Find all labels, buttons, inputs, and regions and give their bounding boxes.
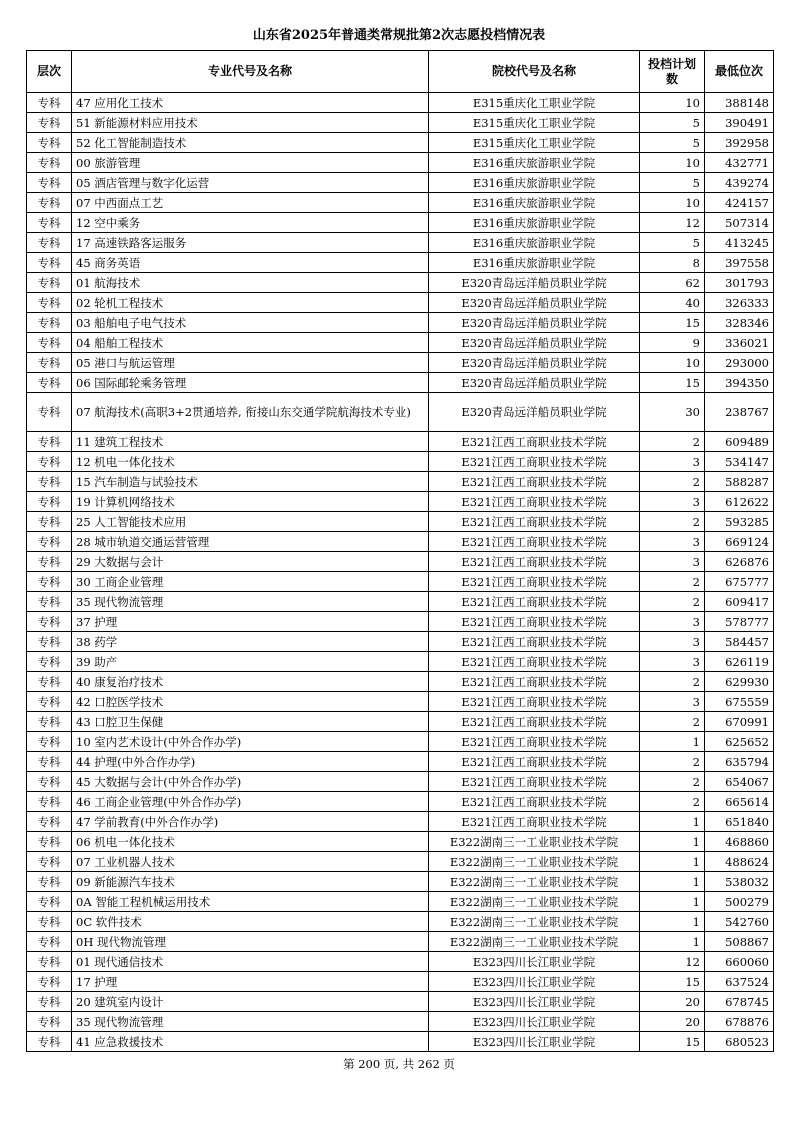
cell-major: 04 船舶工程技术 bbox=[72, 333, 429, 353]
cell-level: 专科 bbox=[27, 892, 72, 912]
cell-school: E316重庆旅游职业学院 bbox=[429, 193, 640, 213]
cell-level: 专科 bbox=[27, 792, 72, 812]
cell-level: 专科 bbox=[27, 373, 72, 393]
table-row bbox=[27, 133, 774, 153]
cell-school: E316重庆旅游职业学院 bbox=[429, 253, 640, 273]
table-row bbox=[27, 832, 774, 852]
cell-major: 10 室内艺术设计(中外合作办学) bbox=[72, 732, 429, 752]
cell-major: 41 应急救援技术 bbox=[72, 1032, 429, 1052]
cell-major: 25 人工智能技术应用 bbox=[72, 512, 429, 532]
cell-rank: 388148 bbox=[705, 93, 774, 113]
cell-level: 专科 bbox=[27, 692, 72, 712]
header-level: 层次 bbox=[27, 51, 72, 93]
cell-plan: 3 bbox=[640, 492, 705, 512]
cell-school: E322湖南三一工业职业技术学院 bbox=[429, 892, 640, 912]
table-row bbox=[27, 572, 774, 592]
cell-school: E321江西工商职业技术学院 bbox=[429, 792, 640, 812]
cell-plan: 12 bbox=[640, 213, 705, 233]
cell-major: 29 大数据与会计 bbox=[72, 552, 429, 572]
cell-major: 15 汽车制造与试验技术 bbox=[72, 472, 429, 492]
cell-rank: 669124 bbox=[705, 532, 774, 552]
cell-school: E323四川长江职业学院 bbox=[429, 1012, 640, 1032]
cell-rank: 675777 bbox=[705, 572, 774, 592]
header-school: 院校代号及名称 bbox=[429, 51, 640, 93]
cell-school: E321江西工商职业技术学院 bbox=[429, 712, 640, 732]
cell-plan: 2 bbox=[640, 772, 705, 792]
table-row bbox=[27, 1032, 774, 1052]
page-title: 山东省2025年普通类常规批第2次志愿投档情况表 bbox=[252, 28, 546, 43]
cell-major: 05 酒店管理与数字化运营 bbox=[72, 173, 429, 193]
cell-school: E316重庆旅游职业学院 bbox=[429, 153, 640, 173]
cell-plan: 3 bbox=[640, 552, 705, 572]
cell-level: 专科 bbox=[27, 732, 72, 752]
cell-major: 35 现代物流管理 bbox=[72, 1012, 429, 1032]
cell-rank: 678876 bbox=[705, 1012, 774, 1032]
cell-rank: 609417 bbox=[705, 592, 774, 612]
table-row bbox=[27, 712, 774, 732]
cell-school: E321江西工商职业技术学院 bbox=[429, 812, 640, 832]
table-row bbox=[27, 293, 774, 313]
header-major: 专业代号及名称 bbox=[72, 51, 429, 93]
cell-plan: 3 bbox=[640, 632, 705, 652]
cell-school: E320青岛远洋船员职业学院 bbox=[429, 333, 640, 353]
cell-plan: 10 bbox=[640, 153, 705, 173]
cell-plan: 2 bbox=[640, 512, 705, 532]
cell-major: 01 现代通信技术 bbox=[72, 952, 429, 972]
cell-school: E322湖南三一工业职业技术学院 bbox=[429, 872, 640, 892]
cell-rank: 609489 bbox=[705, 432, 774, 452]
cell-plan: 2 bbox=[640, 432, 705, 452]
cell-major: 47 应用化工技术 bbox=[72, 93, 429, 113]
cell-plan: 15 bbox=[640, 1032, 705, 1052]
cell-level: 专科 bbox=[27, 173, 72, 193]
table-row bbox=[27, 992, 774, 1012]
cell-rank: 660060 bbox=[705, 952, 774, 972]
cell-level: 专科 bbox=[27, 952, 72, 972]
table-row bbox=[27, 1012, 774, 1032]
cell-level: 专科 bbox=[27, 572, 72, 592]
table-row bbox=[27, 93, 774, 113]
table-row bbox=[27, 752, 774, 772]
cell-major: 06 机电一体化技术 bbox=[72, 832, 429, 852]
table-row bbox=[27, 952, 774, 972]
header-plan: 投档计划数 bbox=[640, 51, 705, 93]
cell-rank: 678745 bbox=[705, 992, 774, 1012]
table-row bbox=[27, 612, 774, 632]
cell-level: 专科 bbox=[27, 832, 72, 852]
cell-school: E323四川长江职业学院 bbox=[429, 1032, 640, 1052]
table-row bbox=[27, 932, 774, 952]
cell-plan: 2 bbox=[640, 752, 705, 772]
cell-plan: 2 bbox=[640, 472, 705, 492]
cell-major: 05 港口与航运管理 bbox=[72, 353, 429, 373]
cell-school: E321江西工商职业技术学院 bbox=[429, 452, 640, 472]
cell-level: 专科 bbox=[27, 712, 72, 732]
cell-plan: 1 bbox=[640, 932, 705, 952]
cell-major: 37 护理 bbox=[72, 612, 429, 632]
cell-school: E322湖南三一工业职业技术学院 bbox=[429, 852, 640, 872]
cell-school: E320青岛远洋船员职业学院 bbox=[429, 353, 640, 373]
cell-plan: 10 bbox=[640, 353, 705, 373]
cell-level: 专科 bbox=[27, 672, 72, 692]
cell-school: E316重庆旅游职业学院 bbox=[429, 173, 640, 193]
table-row bbox=[27, 512, 774, 532]
cell-plan: 10 bbox=[640, 193, 705, 213]
cell-plan: 20 bbox=[640, 992, 705, 1012]
table-row bbox=[27, 812, 774, 832]
cell-rank: 625652 bbox=[705, 732, 774, 752]
cell-plan: 1 bbox=[640, 732, 705, 752]
table-row bbox=[27, 492, 774, 512]
cell-major: 17 护理 bbox=[72, 972, 429, 992]
cell-plan: 2 bbox=[640, 672, 705, 692]
cell-rank: 301793 bbox=[705, 273, 774, 293]
cell-level: 专科 bbox=[27, 932, 72, 952]
table-row bbox=[27, 692, 774, 712]
cell-level: 专科 bbox=[27, 992, 72, 1012]
table-row bbox=[27, 153, 774, 173]
table-row bbox=[27, 672, 774, 692]
table-row bbox=[27, 632, 774, 652]
cell-major: 0C 软件技术 bbox=[72, 912, 429, 932]
cell-rank: 508867 bbox=[705, 932, 774, 952]
cell-school: E316重庆旅游职业学院 bbox=[429, 213, 640, 233]
cell-major: 09 新能源汽车技术 bbox=[72, 872, 429, 892]
table-row bbox=[27, 852, 774, 872]
cell-rank: 670991 bbox=[705, 712, 774, 732]
cell-plan: 62 bbox=[640, 273, 705, 293]
cell-school: E323四川长江职业学院 bbox=[429, 972, 640, 992]
cell-school: E321江西工商职业技术学院 bbox=[429, 692, 640, 712]
cell-rank: 626876 bbox=[705, 552, 774, 572]
cell-school: E321江西工商职业技术学院 bbox=[429, 512, 640, 532]
cell-school: E323四川长江职业学院 bbox=[429, 952, 640, 972]
cell-plan: 12 bbox=[640, 952, 705, 972]
cell-school: E321江西工商职业技术学院 bbox=[429, 672, 640, 692]
cell-school: E320青岛远洋船员职业学院 bbox=[429, 393, 640, 432]
cell-plan: 30 bbox=[640, 393, 705, 432]
cell-school: E321江西工商职业技术学院 bbox=[429, 592, 640, 612]
cell-level: 专科 bbox=[27, 972, 72, 992]
table-row bbox=[27, 432, 774, 452]
cell-level: 专科 bbox=[27, 532, 72, 552]
cell-plan: 1 bbox=[640, 892, 705, 912]
cell-level: 专科 bbox=[27, 552, 72, 572]
cell-level: 专科 bbox=[27, 852, 72, 872]
cell-plan: 15 bbox=[640, 373, 705, 393]
cell-school: E316重庆旅游职业学院 bbox=[429, 233, 640, 253]
cell-level: 专科 bbox=[27, 652, 72, 672]
cell-plan: 15 bbox=[640, 313, 705, 333]
table-row bbox=[27, 872, 774, 892]
cell-rank: 629930 bbox=[705, 672, 774, 692]
cell-level: 专科 bbox=[27, 193, 72, 213]
cell-rank: 654067 bbox=[705, 772, 774, 792]
cell-major: 46 工商企业管理(中外合作办学) bbox=[72, 792, 429, 812]
cell-major: 11 建筑工程技术 bbox=[72, 432, 429, 452]
cell-major: 00 旅游管理 bbox=[72, 153, 429, 173]
cell-major: 38 药学 bbox=[72, 632, 429, 652]
cell-school: E321江西工商职业技术学院 bbox=[429, 472, 640, 492]
cell-school: E322湖南三一工业职业技术学院 bbox=[429, 832, 640, 852]
cell-level: 专科 bbox=[27, 113, 72, 133]
cell-rank: 392958 bbox=[705, 133, 774, 153]
cell-rank: 488624 bbox=[705, 852, 774, 872]
table-row bbox=[27, 173, 774, 193]
table-row bbox=[27, 892, 774, 912]
cell-major: 35 现代物流管理 bbox=[72, 592, 429, 612]
cell-rank: 500279 bbox=[705, 892, 774, 912]
cell-rank: 635794 bbox=[705, 752, 774, 772]
admission-table bbox=[26, 50, 774, 1052]
cell-major: 01 航海技术 bbox=[72, 273, 429, 293]
cell-level: 专科 bbox=[27, 772, 72, 792]
cell-school: E321江西工商职业技术学院 bbox=[429, 532, 640, 552]
cell-plan: 5 bbox=[640, 233, 705, 253]
cell-level: 专科 bbox=[27, 592, 72, 612]
cell-school: E315重庆化工职业学院 bbox=[429, 133, 640, 153]
table-row bbox=[27, 273, 774, 293]
cell-school: E321江西工商职业技术学院 bbox=[429, 652, 640, 672]
cell-major: 52 化工智能制造技术 bbox=[72, 133, 429, 153]
cell-school: E321江西工商职业技术学院 bbox=[429, 732, 640, 752]
page-footer: 第 200 页, 共 262 页 bbox=[343, 1057, 455, 1071]
cell-major: 02 轮机工程技术 bbox=[72, 293, 429, 313]
cell-major: 19 计算机网络技术 bbox=[72, 492, 429, 512]
cell-level: 专科 bbox=[27, 1032, 72, 1052]
table-row bbox=[27, 113, 774, 133]
cell-level: 专科 bbox=[27, 153, 72, 173]
cell-major: 40 康复治疗技术 bbox=[72, 672, 429, 692]
cell-level: 专科 bbox=[27, 812, 72, 832]
cell-rank: 637524 bbox=[705, 972, 774, 992]
cell-level: 专科 bbox=[27, 333, 72, 353]
cell-plan: 2 bbox=[640, 572, 705, 592]
cell-level: 专科 bbox=[27, 752, 72, 772]
cell-rank: 538032 bbox=[705, 872, 774, 892]
cell-level: 专科 bbox=[27, 512, 72, 532]
cell-plan: 1 bbox=[640, 852, 705, 872]
cell-rank: 336021 bbox=[705, 333, 774, 353]
cell-school: E321江西工商职业技术学院 bbox=[429, 552, 640, 572]
header-rank: 最低位次 bbox=[705, 51, 774, 93]
table-row bbox=[27, 652, 774, 672]
cell-rank: 651840 bbox=[705, 812, 774, 832]
cell-major: 39 助产 bbox=[72, 652, 429, 672]
table-row bbox=[27, 792, 774, 812]
cell-level: 专科 bbox=[27, 253, 72, 273]
table-row bbox=[27, 213, 774, 233]
cell-major: 07 中西面点工艺 bbox=[72, 193, 429, 213]
cell-rank: 612622 bbox=[705, 492, 774, 512]
cell-school: E321江西工商职业技术学院 bbox=[429, 752, 640, 772]
cell-rank: 680523 bbox=[705, 1032, 774, 1052]
table-row bbox=[27, 972, 774, 992]
table-row bbox=[27, 393, 774, 432]
cell-level: 专科 bbox=[27, 353, 72, 373]
cell-plan: 1 bbox=[640, 912, 705, 932]
cell-plan: 3 bbox=[640, 452, 705, 472]
cell-plan: 2 bbox=[640, 712, 705, 732]
cell-major: 03 船舶电子电气技术 bbox=[72, 313, 429, 333]
cell-major: 43 口腔卫生保健 bbox=[72, 712, 429, 732]
cell-school: E322湖南三一工业职业技术学院 bbox=[429, 912, 640, 932]
cell-major: 51 新能源材料应用技术 bbox=[72, 113, 429, 133]
cell-major: 07 航海技术(高职3+2贯通培养, 衔接山东交通学院航海技术专业) bbox=[72, 393, 429, 432]
cell-major: 12 空中乘务 bbox=[72, 213, 429, 233]
cell-rank: 675559 bbox=[705, 692, 774, 712]
cell-rank: 507314 bbox=[705, 213, 774, 233]
cell-school: E322湖南三一工业职业技术学院 bbox=[429, 932, 640, 952]
cell-major: 20 建筑室内设计 bbox=[72, 992, 429, 1012]
cell-plan: 10 bbox=[640, 93, 705, 113]
cell-rank: 588287 bbox=[705, 472, 774, 492]
cell-rank: 424157 bbox=[705, 193, 774, 213]
cell-level: 专科 bbox=[27, 912, 72, 932]
cell-major: 07 工业机器人技术 bbox=[72, 852, 429, 872]
table-row bbox=[27, 912, 774, 932]
cell-plan: 40 bbox=[640, 293, 705, 313]
cell-plan: 3 bbox=[640, 612, 705, 632]
cell-plan: 3 bbox=[640, 692, 705, 712]
cell-plan: 8 bbox=[640, 253, 705, 273]
cell-plan: 2 bbox=[640, 592, 705, 612]
cell-plan: 5 bbox=[640, 133, 705, 153]
cell-major: 0H 现代物流管理 bbox=[72, 932, 429, 952]
cell-major: 45 大数据与会计(中外合作办学) bbox=[72, 772, 429, 792]
cell-school: E321江西工商职业技术学院 bbox=[429, 572, 640, 592]
cell-major: 17 高速铁路客运服务 bbox=[72, 233, 429, 253]
cell-plan: 20 bbox=[640, 1012, 705, 1032]
cell-rank: 626119 bbox=[705, 652, 774, 672]
cell-school: E321江西工商职业技术学院 bbox=[429, 772, 640, 792]
cell-level: 专科 bbox=[27, 273, 72, 293]
cell-rank: 397558 bbox=[705, 253, 774, 273]
cell-major: 44 护理(中外合作办学) bbox=[72, 752, 429, 772]
cell-rank: 593285 bbox=[705, 512, 774, 532]
cell-plan: 1 bbox=[640, 872, 705, 892]
cell-rank: 665614 bbox=[705, 792, 774, 812]
cell-plan: 3 bbox=[640, 532, 705, 552]
cell-level: 专科 bbox=[27, 492, 72, 512]
cell-level: 专科 bbox=[27, 472, 72, 492]
cell-plan: 9 bbox=[640, 333, 705, 353]
table-row bbox=[27, 452, 774, 472]
cell-level: 专科 bbox=[27, 313, 72, 333]
cell-plan: 1 bbox=[640, 832, 705, 852]
cell-level: 专科 bbox=[27, 632, 72, 652]
cell-rank: 542760 bbox=[705, 912, 774, 932]
cell-rank: 394350 bbox=[705, 373, 774, 393]
cell-school: E315重庆化工职业学院 bbox=[429, 93, 640, 113]
table-row bbox=[27, 532, 774, 552]
cell-level: 专科 bbox=[27, 133, 72, 153]
cell-school: E321江西工商职业技术学院 bbox=[429, 492, 640, 512]
table-body bbox=[27, 93, 774, 1052]
cell-level: 专科 bbox=[27, 233, 72, 253]
cell-level: 专科 bbox=[27, 293, 72, 313]
cell-level: 专科 bbox=[27, 872, 72, 892]
table-row bbox=[27, 313, 774, 333]
cell-level: 专科 bbox=[27, 1012, 72, 1032]
cell-rank: 432771 bbox=[705, 153, 774, 173]
cell-rank: 326333 bbox=[705, 293, 774, 313]
cell-rank: 584457 bbox=[705, 632, 774, 652]
cell-rank: 328346 bbox=[705, 313, 774, 333]
cell-school: E321江西工商职业技术学院 bbox=[429, 612, 640, 632]
table-row bbox=[27, 193, 774, 213]
cell-school: E321江西工商职业技术学院 bbox=[429, 632, 640, 652]
cell-plan: 1 bbox=[640, 812, 705, 832]
cell-rank: 439274 bbox=[705, 173, 774, 193]
cell-school: E323四川长江职业学院 bbox=[429, 992, 640, 1012]
cell-level: 专科 bbox=[27, 612, 72, 632]
table-row bbox=[27, 472, 774, 492]
table-row bbox=[27, 253, 774, 273]
table-row bbox=[27, 592, 774, 612]
cell-rank: 578777 bbox=[705, 612, 774, 632]
cell-rank: 293000 bbox=[705, 353, 774, 373]
cell-plan: 5 bbox=[640, 173, 705, 193]
table-header-row bbox=[27, 51, 774, 93]
cell-rank: 238767 bbox=[705, 393, 774, 432]
table-row bbox=[27, 233, 774, 253]
cell-level: 专科 bbox=[27, 432, 72, 452]
cell-rank: 534147 bbox=[705, 452, 774, 472]
cell-level: 专科 bbox=[27, 213, 72, 233]
cell-rank: 468860 bbox=[705, 832, 774, 852]
cell-school: E315重庆化工职业学院 bbox=[429, 113, 640, 133]
cell-plan: 5 bbox=[640, 113, 705, 133]
cell-plan: 2 bbox=[640, 792, 705, 812]
cell-major: 06 国际邮轮乘务管理 bbox=[72, 373, 429, 393]
cell-school: E320青岛远洋船员职业学院 bbox=[429, 293, 640, 313]
cell-level: 专科 bbox=[27, 93, 72, 113]
table-row bbox=[27, 552, 774, 572]
cell-plan: 3 bbox=[640, 652, 705, 672]
cell-level: 专科 bbox=[27, 452, 72, 472]
cell-school: E320青岛远洋船员职业学院 bbox=[429, 313, 640, 333]
cell-major: 28 城市轨道交通运营管理 bbox=[72, 532, 429, 552]
cell-major: 45 商务英语 bbox=[72, 253, 429, 273]
table-row bbox=[27, 333, 774, 353]
cell-major: 12 机电一体化技术 bbox=[72, 452, 429, 472]
cell-school: E320青岛远洋船员职业学院 bbox=[429, 373, 640, 393]
cell-major: 30 工商企业管理 bbox=[72, 572, 429, 592]
cell-rank: 390491 bbox=[705, 113, 774, 133]
cell-level: 专科 bbox=[27, 393, 72, 432]
cell-major: 42 口腔医学技术 bbox=[72, 692, 429, 712]
cell-school: E321江西工商职业技术学院 bbox=[429, 432, 640, 452]
cell-plan: 15 bbox=[640, 972, 705, 992]
table-row bbox=[27, 373, 774, 393]
table-row bbox=[27, 772, 774, 792]
cell-major: 0A 智能工程机械运用技术 bbox=[72, 892, 429, 912]
cell-school: E320青岛远洋船员职业学院 bbox=[429, 273, 640, 293]
table-row bbox=[27, 732, 774, 752]
cell-major: 47 学前教育(中外合作办学) bbox=[72, 812, 429, 832]
table-row bbox=[27, 353, 774, 373]
cell-rank: 413245 bbox=[705, 233, 774, 253]
